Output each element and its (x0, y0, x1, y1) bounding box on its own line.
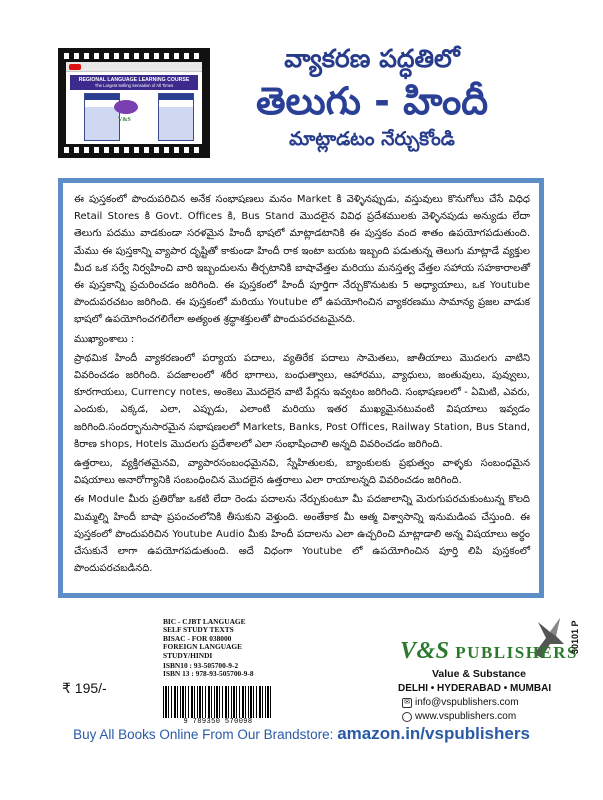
price: ₹ 195/- (62, 680, 107, 696)
publisher-mini-logo: V&S (118, 117, 131, 123)
cover-art-screen (66, 62, 202, 144)
title-line-1: వ్యాకరణ పద్ధతిలో (284, 44, 460, 73)
classification-line: BISAC - FOR 038000 (163, 633, 232, 643)
publisher-email[interactable] (402, 697, 519, 708)
email-text: info@vspublishers.com (415, 697, 519, 708)
globe-icon (402, 712, 412, 722)
book-cover-image (84, 93, 120, 141)
description-paragraph: ఈ Module మీరు ప్రతిరోజు ఒకటి లేదా రెండు పదాలను నేర్చుకుంటూ మీ పదజాలాన్ని మెరుగుపరచుకుంటున్న కొలది మిమ్మల్ని హిందీ బాషా ప్రపంచంలోనికి తీసుకుని వెళ్తుంది. అంతేకాక మీ ఆత్మ విశ్వాసాన్ని ఇనుమడింప చేస్తుంది. ఈ పుస్తకంలో పొందుపరిచిన Youtube Audio మీకు హిందీ పదాలను ఎలా ఉచ్చరించి మాట్లాడాలి అన్న విషయాలు అర్థం చేసుకునే లాగా ఉపయోగపడుతుంది. అదే విధంగా Youtube లో ఉపయోగించిన పూర్తి లిపి పుస్తకంలో పొందుపరచబడినది. (74, 494, 530, 575)
isbn10: ISBN10 : 93-505700-9-2 (163, 661, 239, 671)
publisher-tagline: Value & Substance (432, 668, 526, 680)
footer-brandstore (0, 724, 603, 744)
description-paragraph: ప్రాథమిక హిందీ వ్యాకరణంలో పర్యాయ పదాలు, వ్యతిరేక పదాలు సామెతలు, జాతీయాలు మొదలగు వాటిని వివరించడం జరిగింది. పదజాలంలో శరీర భాగాలు, బంధుత్వాలు, ఆహారము, వ్యాధులు, జంతువులు, పువ్వులు, కూరగాయలు, Currency notes, అంకెలు మొదలైన వాటి పేర్లను ఇవ్వటం జరిగింది. సంభాషణలలో - ఏమిటి, ఎవరు, ఎందుకు, ఎక్కడ, ఎలా, ఎప్పుడు, ఎలాంటి మరియు ఇతర ముఖ్యమైనటువంటి విషయాలు ఇవ్వడం జరిగింది.సందర్భానుసారమైన సభాషణలలో Markets, Banks, Post Offices, Railway Station, Bus Stand, కిరాణ shops, Hotels మొదలగు ప్రదేశాలలో ఎలా సంభాషించాలి అన్నది వివరించడం జరిగింది. (74, 352, 530, 450)
cover-art-filmstrip (58, 48, 210, 158)
product-code: 30101 P (570, 620, 580, 654)
book-cover-image (158, 93, 194, 141)
highlights-heading: ముఖ్యాంశాలు : (74, 333, 135, 345)
book-covers (66, 90, 202, 142)
email-icon: ✉ (402, 698, 412, 708)
website-text: www.vspublishers.com (415, 711, 517, 722)
title-line-2: తెలుగు - హిందీ (255, 79, 489, 123)
book-title (222, 44, 522, 151)
video-player-bar (66, 62, 202, 72)
footer-text: Buy All Books Online From Our Brandstore: (73, 727, 338, 742)
film-perforations-bottom (64, 147, 204, 153)
title-line-3: మాట్లాడటం నేర్చుకోండి (289, 128, 455, 150)
crores-badge-icon (114, 100, 138, 114)
publisher-cities: DELHI • HYDERABAD • MUMBAI (398, 683, 552, 694)
course-title: REGIONAL LANGUAGE LEARNING COURSE (78, 77, 190, 83)
publisher-logo: V&S PUBLISHERS (400, 638, 578, 664)
classification-line: BIC - CJBT LANGUAGE (163, 617, 246, 626)
publisher-website[interactable] (402, 711, 516, 722)
film-perforations-top (64, 53, 204, 59)
course-subtitle: The Largest Selling Sensation of All Times (94, 83, 174, 88)
description-paragraph: ఈ పుస్తకంలో పొందుపరిచిన అనేక సంభాషణలు మనం Market కి వెళ్ళినప్పుడు, వస్తువులు కొనుగోలు చేసే విధిధ Retail Stores కి Govt. Offices కి, Bus Stand మొదలైన వివిధ ప్రదేశములకు వెళ్ళినపుడు అన్యుడు లేదా తెలుగు పదము వాడకుండా సరళమైన హిందీ భాషలో మాట్లాడటానికి ఈ పుస్తకం వంద శాతం ఉపయోగపడుతుంది. మేము ఈ పుస్తకాన్ని వ్యాపార దృష్టితో కాకుండా హిందీ రాక ఇంటా బయట ఇబ్బంది పడుతున్న తెలుగు మాట్లాడే వ్యక్తుల మీద ఒక సర్వే నిర్వహించి వారి ఇబ్బందులను తీర్చటానికి బాషావేత్తల మరియు మనస్తత్వ వేత్తల సహాయ సహకారాలతో ఈ పుస్తకాన్ని ప్రచురించడం జరిగింది. ఈ పుస్తకంలో హిందీ పూర్తిగా నేర్చుకొనుటకు 5 అధ్యాయాలు, ఒక Youtube పొందుపరచటం జరిగింది. ఈ పుస్తకంలో మరియు Youtube లో ఉపయోగించిన వ్యాకరణము సామాన్య ప్రజల వాడుక భాషలో ఉపయోగించగలిగేలా అత్యంత శ్రద్ధాశక్తులతో పొందుపరచటమైనది. (74, 194, 530, 326)
classification-line: SELF STUDY TEXTS (163, 625, 234, 635)
youtube-icon (69, 64, 81, 70)
isbn-block (163, 618, 273, 728)
description-paragraph: ఉత్తరాలు, వ్యక్తిగతమైనవి, వ్యాపారసంబంధమైనవి, స్నేహితులకు, బ్యాంకులకు ప్రభుత్వం వాళ్ళకు సంబంధమైన విషయాలు అనారోగ్యానికి సంబంధించిన మొదలైన ఉత్తరాలు ఎలా రాయాలన్నది వివరించడం జరిగింది. (74, 458, 530, 487)
description-box (58, 178, 544, 598)
isbn13: ISBN 13 : 978-93-505700-9-8 (163, 669, 254, 679)
barcode-number: 9 789350 570098 (163, 718, 273, 726)
classification-line: FOREIGN LANGUAGE STUDY/HINDI (163, 642, 243, 660)
course-banner (70, 75, 198, 90)
brandstore-link[interactable]: amazon.in/vspublishers (337, 724, 530, 743)
